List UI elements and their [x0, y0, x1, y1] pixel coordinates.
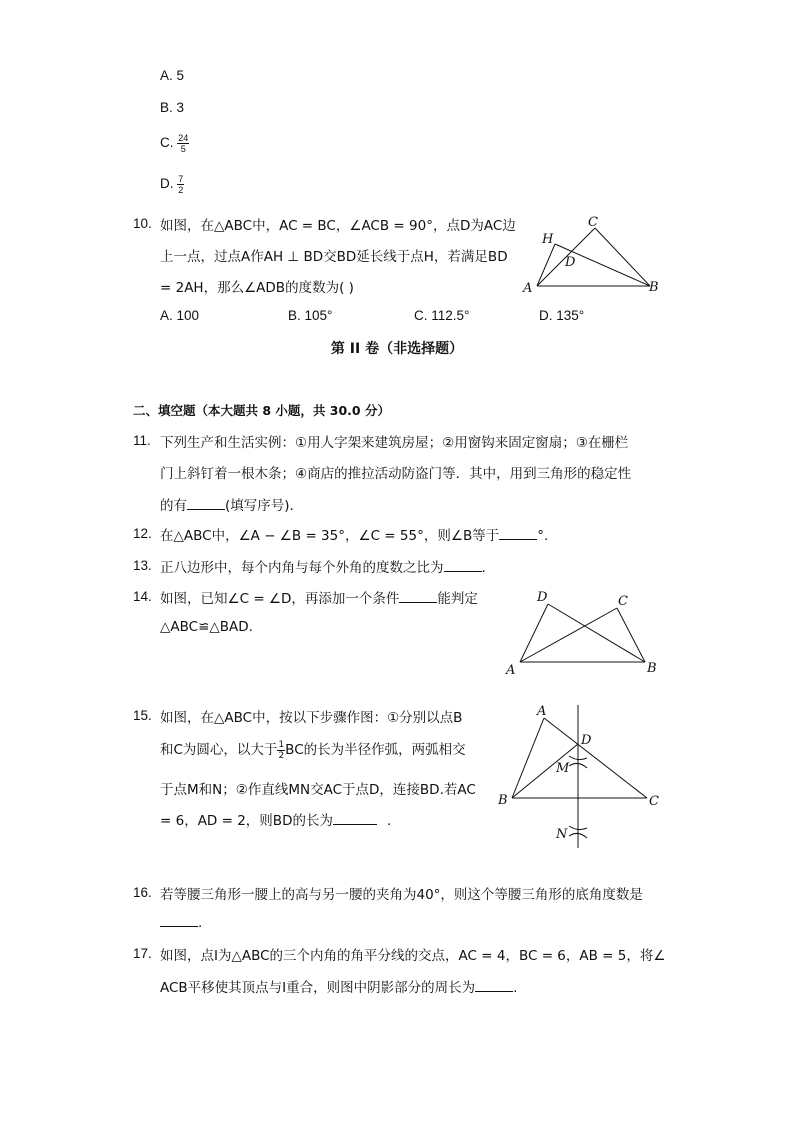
q9-option-c-fraction [177, 133, 189, 154]
q13-line [160, 556, 486, 576]
fraction-denominator: 2 [278, 750, 285, 761]
q15-line2 [160, 738, 466, 761]
q10-label-b: B [649, 280, 659, 295]
q14-line2: △ABC≌△BAD. [160, 619, 253, 635]
q14-label-a: A [506, 663, 516, 678]
answer-blank[interactable] [475, 979, 513, 992]
q14-segment-ad [520, 604, 548, 662]
q10-label-d: D [565, 255, 576, 270]
q10-number: 10. [133, 216, 152, 231]
q15-label-c: C [649, 794, 659, 809]
q14-line1 [160, 587, 478, 607]
q15-segment-ab [512, 718, 544, 798]
section-title: 第 II 卷（非选择题） [330, 341, 464, 357]
q9-option-d-prefix: D. [160, 176, 174, 192]
q14-label-b: B [647, 661, 657, 676]
q10-segment-cb [595, 228, 650, 286]
q12-line [160, 524, 548, 544]
answer-blank[interactable] [499, 527, 537, 540]
q17-number: 17. [133, 946, 152, 961]
q16-line2-post: . [198, 915, 203, 931]
q15-fraction [277, 740, 285, 761]
q17-line2 [160, 976, 517, 996]
q17-line2-pre: ACB平移使其顶点与I重合，则图中阴影部分的周长为 [160, 980, 476, 996]
answer-blank[interactable] [333, 812, 377, 825]
q10-line1: 如图，在△ABC中，AC = BC，∠ACB = 90°，点D为AC边 [160, 218, 516, 234]
q9-option-d [160, 174, 184, 195]
q10-segment-ah [537, 244, 555, 286]
q15-line3: 于点M和N；②作直线MN交AC于点D，连接BD.若AC [160, 782, 476, 798]
q17-line1: 如图，点I为△ABC的三个内角的角平分线的交点，AC = 4，BC = 6，AB = 5，将∠ [160, 948, 666, 964]
q14-line1-pre: 如图，已知∠C = ∠D，再添加一个条件 [160, 591, 400, 607]
q13-post: . [481, 560, 486, 576]
q12-post: °. [537, 528, 549, 544]
q11-line2: 门上斜钉着一根木条；④商店的推拉活动防盗门等．其中，用到三角形的稳定性 [160, 466, 632, 482]
q15-figure [495, 700, 670, 855]
answer-blank[interactable] [399, 590, 437, 603]
q9-option-c-prefix: C. [160, 135, 174, 151]
q11-number: 11. [133, 433, 151, 448]
q13-number: 13. [133, 558, 152, 573]
q15-label-d: D [581, 733, 592, 748]
q10-label-c: C [588, 215, 598, 230]
q11-line1: 下列生产和生活实例：①用人字架来建筑房屋；②用窗钩来固定窗扇；③在栅栏 [160, 435, 629, 451]
q15-line1: 如图，在△ABC中，按以下步骤作图：①分别以点B [160, 710, 463, 726]
q10-label-a: A [523, 281, 533, 296]
q11-line3-pre: 的有 [160, 498, 187, 514]
answer-blank[interactable] [160, 914, 198, 927]
answer-blank[interactable] [444, 559, 482, 572]
q10-line2: 上一点，过点A作AH ⊥ BD交BD延长线于点H，若满足BD [160, 249, 508, 265]
q15-number: 15. [133, 708, 152, 723]
q10-label-h: H [542, 232, 554, 247]
q15-label-b: B [498, 793, 508, 808]
q10-option-d: D. 135° [539, 308, 585, 323]
fraction-numerator: 24 [178, 133, 189, 143]
part-heading: 二、填空题（本大题共 8 小题，共 30.0 分） [133, 403, 390, 418]
fraction-numerator: 1 [278, 739, 285, 750]
q10-line3: = 2AH，那么∠ADB的度数为( ) [160, 280, 354, 296]
q15-line2-pre: 和C为圆心，以大于 [160, 742, 278, 758]
q12-number: 12. [133, 526, 152, 541]
q9-option-c [160, 133, 189, 154]
q10-figure [515, 212, 665, 297]
q14-label-c: C [618, 594, 628, 609]
q15-label-a: A [537, 704, 547, 719]
q15-line4-pre: = 6，AD = 2，则BD的长为 [160, 813, 333, 829]
q13-pre: 正八边形中，每个内角与每个外角的度数之比为 [160, 560, 444, 576]
fraction-numerator: 7 [178, 174, 184, 184]
q14-number: 14. [133, 589, 152, 604]
q17-line2-post: . [513, 980, 518, 996]
q16-number: 16. [133, 885, 152, 900]
q10-option-b: B. 105° [288, 308, 333, 323]
q16-line2 [160, 914, 202, 931]
q15-line4 [160, 809, 391, 829]
answer-blank[interactable] [187, 497, 225, 510]
q10-option-c: C. 112.5° [414, 308, 470, 323]
q16-line1: 若等腰三角形一腰上的高与另一腰的夹角为40°，则这个等腰三角形的底角度数是 [160, 887, 643, 903]
fraction-denominator: 5 [180, 144, 186, 154]
q9-option-b: B. 3 [160, 100, 185, 115]
q15-line2-post: BC的长为半径作弧，两弧相交 [285, 742, 466, 758]
q9-option-a: A. 5 [160, 68, 185, 83]
fraction-denominator: 2 [178, 185, 184, 195]
q15-segment-ac [544, 718, 647, 798]
q9-option-d-fraction [177, 174, 184, 195]
q14-line1-post: 能判定 [437, 591, 478, 607]
q12-pre: 在△ABC中，∠A − ∠B = 35°，∠C = 55°，则∠B等于 [160, 528, 500, 544]
q15-line4-post: . [386, 813, 392, 829]
q15-label-m: M [556, 761, 570, 776]
q10-option-a: A. 100 [160, 308, 200, 323]
q14-label-d: D [537, 590, 548, 605]
q11-line3-post: (填写序号)． [225, 498, 304, 514]
q14-figure [500, 588, 670, 678]
q11-line3 [160, 494, 303, 514]
q15-label-n: N [556, 827, 568, 842]
